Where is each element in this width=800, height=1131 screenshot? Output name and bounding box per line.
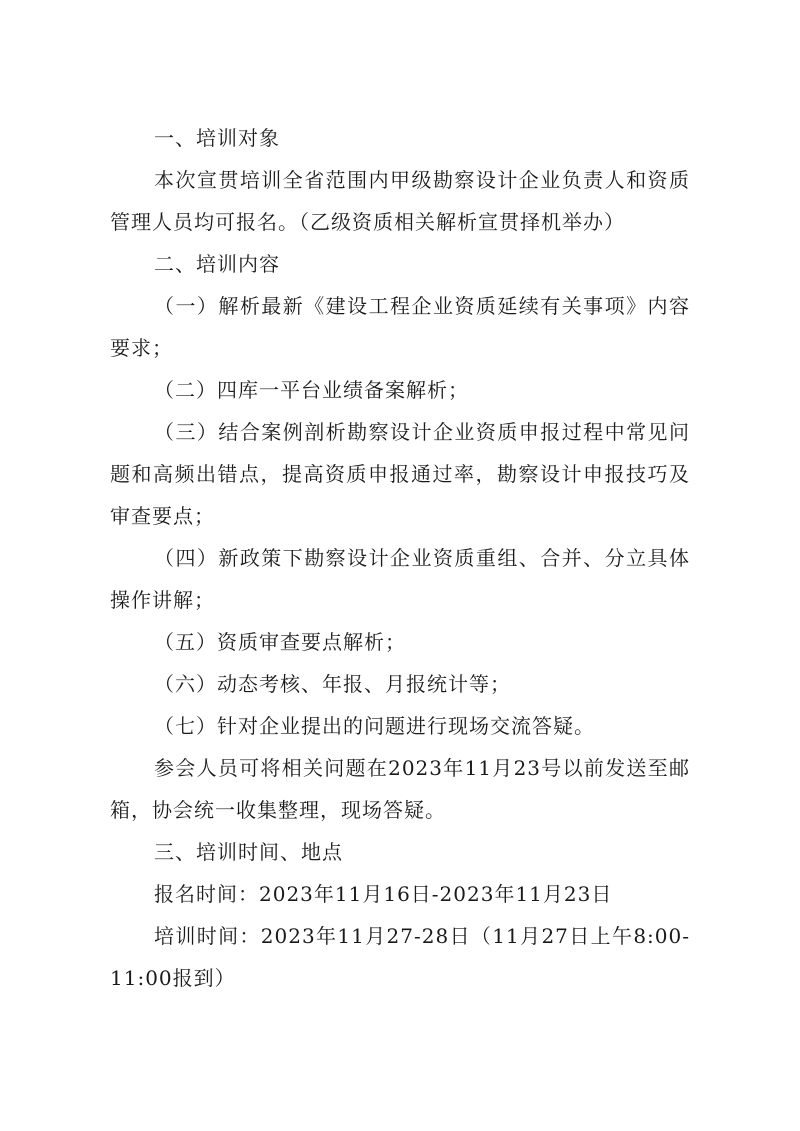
section-2-heading: 二、培训内容 [154, 252, 280, 276]
training-time: 培训时间：2023年11月27-28日（11月27日上午8:00-11:00报到） [110, 924, 690, 990]
content-item-7: （七）针对企业提出的问题进行现场交流答疑。 [154, 714, 595, 738]
content-item-3: （三）结合案例剖析勘察设计企业资质申报过程中常见问题和高频出错点，提高资质申报通过率，勘察设计申报技巧及审查要点； [110, 420, 690, 528]
signup-time: 报名时间：2023年11月16日-2023年11月23日 [154, 882, 613, 906]
section-3-heading: 三、培训时间、地点 [154, 840, 343, 864]
content-item-4: （四）新政策下勘察设计企业资质重组、合并、分立具体操作讲解； [110, 546, 690, 612]
content-item-5: （五）资质审查要点解析； [154, 630, 406, 654]
content-item-2: （二）四库一平台业绩备案解析； [154, 378, 469, 402]
section-1-body: 本次宣贯培训全省范围内甲级勘察设计企业负责人和资质管理人员均可报名。（乙级资质相关解析宣贯择机举办） [110, 168, 690, 234]
content-item-6: （六）动态考核、年报、月报统计等； [154, 672, 511, 696]
questions-note: 参会人员可将相关问题在2023年11月23号以前发送至邮箱，协会统一收集整理，现场答疑。 [110, 756, 690, 822]
content-item-1: （一）解析最新《建设工程企业资质延续有关事项》内容要求； [110, 294, 690, 360]
section-1-heading: 一、培训对象 [154, 126, 280, 150]
